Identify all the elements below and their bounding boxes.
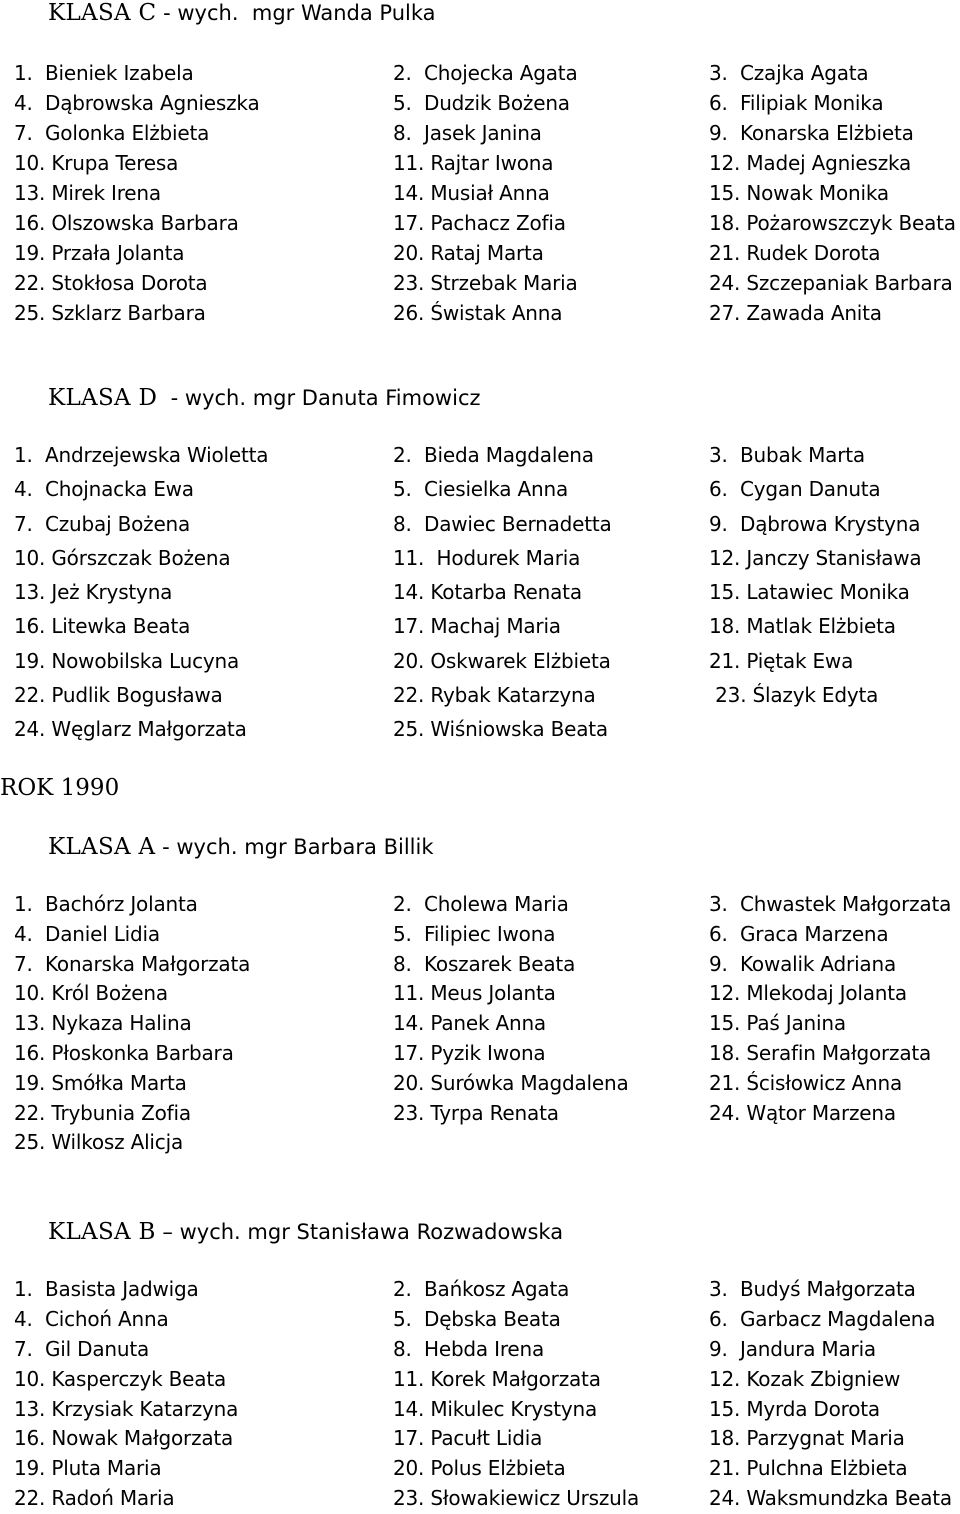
student-entry: 24. Szczepaniak Barbara: [709, 271, 953, 295]
student-entry: 15. Paś Janina: [709, 1011, 846, 1036]
student-entry: 23. Ślazyk Edyta: [709, 683, 879, 708]
student-entry: 16. Litewka Beata: [14, 614, 191, 639]
student-entry: 24. Węglarz Małgorzata: [14, 717, 247, 742]
student-entry: 17. Pacułt Lidia: [393, 1426, 543, 1451]
student-entry: 13. Krzysiak Katarzyna: [14, 1396, 239, 1421]
year-heading: ROK 1990: [0, 775, 120, 801]
student-entry: 11. Rajtar Iwona: [393, 151, 554, 175]
student-entry: 13. Jeż Krystyna: [14, 580, 173, 605]
class-c-teacher: - wych. mgr Wanda Pulka: [156, 1, 436, 25]
student-entry: 14. Musiał Anna: [393, 181, 550, 205]
student-entry: 20. Oskwarek Elżbieta: [393, 648, 611, 673]
student-entry: 19. Pluta Maria: [14, 1456, 162, 1481]
student-entry: 11. Meus Jolanta: [393, 981, 556, 1006]
student-entry: 5. Filipiec Iwona: [393, 921, 556, 946]
student-entry: 15. Latawiec Monika: [709, 580, 910, 605]
student-entry: 10. Król Bożena: [14, 981, 168, 1006]
class-b-heading: [48, 1218, 563, 1246]
student-entry: 1. Bieniek Izabela: [14, 61, 194, 85]
student-entry: 3. Budyś Małgorzata: [709, 1277, 916, 1301]
student-entry: 22. Rybak Katarzyna: [393, 683, 596, 708]
student-entry: 8. Hebda Irena: [393, 1336, 545, 1361]
student-entry: 5. Dudzik Bożena: [393, 91, 570, 115]
student-entry: 23. Tyrpa Renata: [393, 1100, 559, 1125]
student-entry: 18. Pożarowszczyk Beata: [709, 211, 956, 235]
student-entry: 4. Cichoń Anna: [14, 1306, 169, 1331]
student-entry: 25. Wilkosz Alicja: [14, 1130, 183, 1155]
student-entry: 20. Surówka Magdalena: [393, 1070, 629, 1095]
student-entry: [709, 1128, 960, 1158]
class-d-heading: [48, 384, 481, 412]
student-entry: 9. Jandura Maria: [709, 1336, 876, 1361]
student-entry: 6. Garbacz Magdalena: [709, 1306, 936, 1331]
student-entry: 12. Kozak Zbigniew: [709, 1366, 901, 1391]
student-entry: 5. Ciesielka Anna: [393, 477, 568, 502]
student-entry: 18. Matlak Elżbieta: [709, 614, 896, 639]
student-entry: 2. Chojecka Agata: [393, 61, 578, 85]
student-entry: 2. Bieda Magdalena: [393, 443, 594, 467]
student-entry: 16. Nowak Małgorzata: [14, 1426, 234, 1451]
student-entry: 10. Kasperczyk Beata: [14, 1366, 227, 1391]
student-entry: 18. Parzygnat Maria: [709, 1426, 905, 1451]
student-entry: 17. Pyzik Iwona: [393, 1040, 546, 1065]
class-c-heading: [48, 0, 436, 27]
student-entry: 4. Chojnacka Ewa: [14, 477, 194, 502]
student-entry: 21. Pulchna Elżbieta: [709, 1456, 908, 1481]
student-entry: 25. Szklarz Barbara: [14, 301, 206, 325]
student-entry: 20. Polus Elżbieta: [393, 1456, 566, 1481]
student-entry: 16. Płoskonka Barbara: [14, 1040, 234, 1065]
student-entry: 11. Hodurek Maria: [393, 545, 581, 570]
student-entry: 2. Cholewa Maria: [393, 892, 569, 916]
class-a-teacher: - wych. mgr Barbara Billik: [155, 835, 434, 859]
student-entry: 8. Koszarek Beata: [393, 951, 576, 976]
student-entry: 6. Filipiak Monika: [709, 91, 884, 115]
student-entry: 8. Dawiec Bernadetta: [393, 511, 612, 536]
student-entry: 24. Wątor Marzena: [709, 1100, 896, 1125]
student-entry: 7. Gil Danuta: [14, 1336, 150, 1361]
student-entry: 9. Kowalik Adriana: [709, 951, 897, 976]
student-entry: 24. Waksmundzka Beata: [709, 1486, 952, 1511]
student-entry: 16. Olszowska Barbara: [14, 211, 239, 235]
student-entry: 19. Przała Jolanta: [14, 241, 185, 265]
student-entry: 12. Mlekodaj Jolanta: [709, 981, 907, 1006]
student-entry: 22. Trybunia Zofia: [14, 1100, 191, 1125]
student-entry: 8. Jasek Janina: [393, 121, 542, 145]
student-entry: 18. Serafin Małgorzata: [709, 1040, 932, 1065]
student-entry: 22. Pudlik Bogusława: [14, 683, 223, 708]
student-entry: 13. Nykaza Halina: [14, 1011, 192, 1036]
student-entry: 21. Piętak Ewa: [709, 648, 854, 673]
student-entry: 12. Madej Agnieszka: [709, 151, 912, 175]
class-d-label: KLASA D: [48, 385, 158, 411]
student-entry: 7. Konarska Małgorzata: [14, 951, 251, 976]
student-entry: 17. Pachacz Zofia: [393, 211, 566, 235]
student-entry: 20. Rataj Marta: [393, 241, 544, 265]
class-b-roster: [0, 1275, 960, 1514]
student-entry: 14. Mikulec Krystyna: [393, 1396, 598, 1421]
student-entry: 7. Czubaj Bożena: [14, 511, 191, 536]
student-entry: 1. Andrzejewska Wioletta: [14, 443, 269, 467]
student-entry: 2. Bańkosz Agata: [393, 1277, 570, 1301]
student-entry: 15. Nowak Monika: [709, 181, 889, 205]
student-entry: 3. Czajka Agata: [709, 61, 869, 85]
student-entry: 22. Radoń Maria: [14, 1486, 175, 1511]
student-entry: 27. Zawada Anita: [709, 301, 882, 325]
student-entry: 9. Dąbrowa Krystyna: [709, 511, 921, 536]
class-c-roster: [0, 58, 960, 328]
class-d-roster: [0, 438, 960, 747]
student-entry: 23. Słowakiewicz Urszula: [393, 1486, 640, 1511]
student-entry: 17. Machaj Maria: [393, 614, 561, 639]
student-entry: 26. Świstak Anna: [393, 301, 563, 325]
student-entry: 10. Górszczak Bożena: [14, 545, 231, 570]
student-entry: 5. Dębska Beata: [393, 1306, 561, 1331]
student-entry: 14. Panek Anna: [393, 1011, 546, 1036]
student-entry: 3. Bubak Marta: [709, 443, 865, 467]
student-entry: 1. Basista Jadwiga: [14, 1277, 199, 1301]
class-a-roster: [0, 890, 960, 1158]
student-entry: 4. Dąbrowska Agnieszka: [14, 91, 260, 115]
class-b-label: KLASA B: [48, 1219, 156, 1245]
student-entry: 9. Konarska Elżbieta: [709, 121, 914, 145]
class-a-label: KLASA A: [48, 834, 156, 860]
student-entry: 1. Bachórz Jolanta: [14, 892, 198, 916]
student-entry: 10. Krupa Teresa: [14, 151, 179, 175]
class-d-teacher: - wych. mgr Danuta Fimowicz: [157, 386, 481, 410]
student-entry: 6. Cygan Danuta: [709, 477, 881, 502]
student-entry: 7. Golonka Elżbieta: [14, 121, 210, 145]
class-a-heading: [48, 833, 433, 861]
class-b-teacher: – wych. mgr Stanisława Rozwadowska: [155, 1220, 564, 1244]
class-c-label: KLASA C: [48, 0, 157, 26]
student-entry: 4. Daniel Lidia: [14, 921, 160, 946]
student-entry: 15. Myrda Dorota: [709, 1396, 880, 1421]
student-entry: 19. Nowobilska Lucyna: [14, 648, 240, 673]
student-entry: 23. Strzebak Maria: [393, 271, 578, 295]
student-entry: 3. Chwastek Małgorzata: [709, 892, 952, 916]
student-entry: 14. Kotarba Renata: [393, 580, 582, 605]
student-entry: 21. Rudek Dorota: [709, 241, 881, 265]
student-entry: 25. Wiśniowska Beata: [393, 717, 608, 742]
student-entry: 6. Graca Marzena: [709, 921, 889, 946]
student-entry: 13. Mirek Irena: [14, 181, 161, 205]
student-entry: 12. Janczy Stanisława: [709, 545, 922, 570]
student-entry: 22. Stokłosa Dorota: [14, 271, 208, 295]
student-entry: 21. Ścisłowicz Anna: [709, 1070, 903, 1095]
student-entry: [709, 712, 960, 746]
student-entry: 11. Korek Małgorzata: [393, 1366, 601, 1391]
student-entry: 19. Smółka Marta: [14, 1070, 187, 1095]
student-entry: [393, 1128, 709, 1158]
